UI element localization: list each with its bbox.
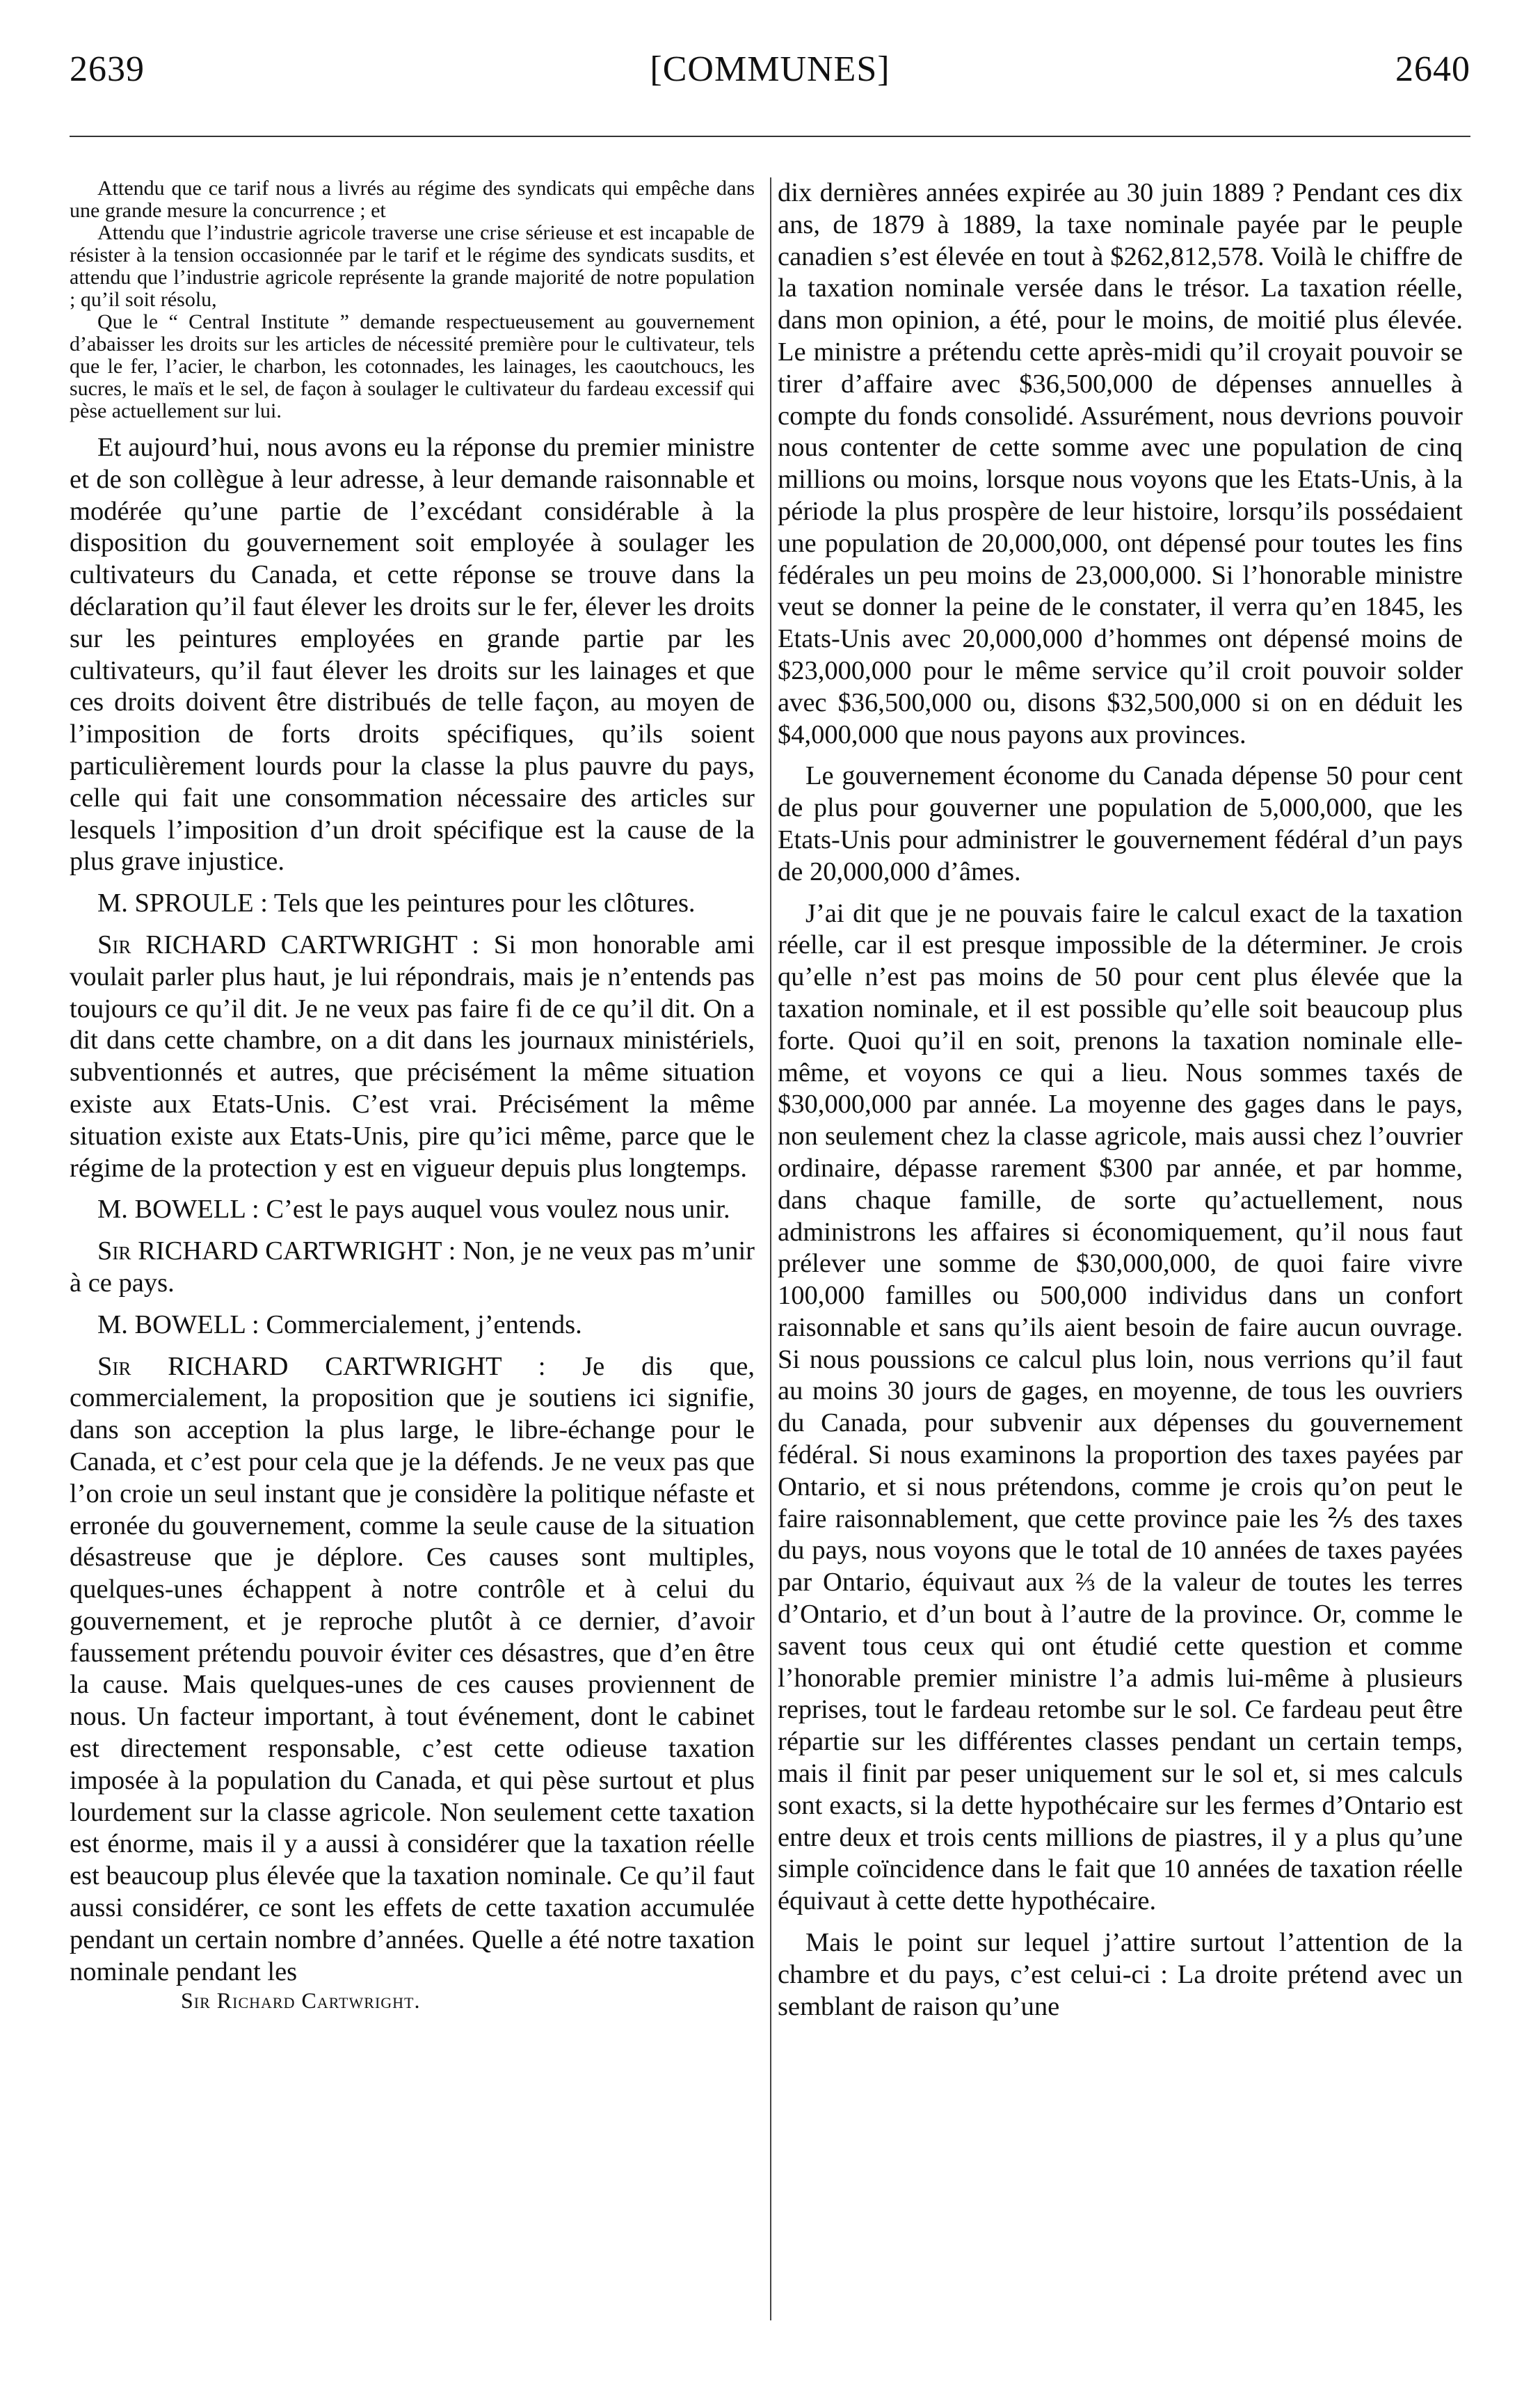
column-divider bbox=[770, 177, 771, 2320]
speaker-name: M. SPROULE : bbox=[97, 888, 268, 918]
speaker-name: Sir RICHARD CARTWRIGHT : bbox=[97, 930, 479, 959]
paragraph: Et aujourd’hui, nous avons eu la réponse du premier ministre et de son collègue à leur adresse, à leur demande raisonnable et modérée qu’une partie de l’excédant considérable à la disposition du gouvernement soit employée à soulager les cultivateurs du Canada, et cette réponse se trouve dans la déclaration qu’il faut élever les droits sur le fer, élever les droits sur les peintures employées en grande partie par les cultivateurs, qu’il faut élever les droits sur les lainages et que ces droits doivent être distribués de telle façon, au moyen de l’imposition de forts droits spécifiques, qu’ils soient particulièrement lourds pour la classe la plus pauvre du pays, celle qui fait une consommation nécessaire des articles sur lesquels l’imposition d’un droit spécifique est la cause de la plus grave injustice. bbox=[70, 433, 755, 877]
speech-cartwright bbox=[70, 1236, 755, 1300]
right-column bbox=[778, 177, 1463, 2032]
paragraph: Mais le point sur lequel j’attire surtout l’attention de la chambre et du pays, c’est celui-ci : La droite prétend avec un semblant de raison qu’une bbox=[778, 1928, 1463, 2021]
speaker-name: M. BOWELL : bbox=[97, 1309, 259, 1339]
resolution-clause: Que le “ Central Institute ” demande respectueusement au gouvernement d’abaisser les droits sur les articles de nécessité première pour le cultivateur, tels que le fer, l’acier, le charbon, les cotonnades, les lainages, les caoutchoucs, les sucres, le maïs et le sel, de façon à soulager le cultivateur du fardeau excessif qui pèse actuellement sur lui. bbox=[70, 310, 755, 422]
speaker-name: Sir RICHARD CARTWRIGHT : bbox=[97, 1236, 456, 1266]
paragraph: J’ai dit que je ne pouvais faire le calcul exact de la taxation réelle, car il est presque impossible de la déterminer. Je crois qu’elle n’est pas moins de 50 pour cent plus élevée que la taxation nominale, et il est possible qu’elle soit beaucoup plus forte. Quoi qu’il en soit, prenons la taxation nominale elle-même, et voyons ce qui a lieu. Nous sommes taxés de $30,000,000 par année. La moyenne des gages dans le pays, non seulement chez la classe agricole, mais aussi chez l’ouvrier ordinaire, dépasse rarement $300 par année, et par homme, dans chaque famille, de sorte qu’actuellement, nous administrons les affaires si économiquement, qu’il nous faut prélever une somme de $30,000,000, de quoi faire vivre 100,000 familles ou 500,000 individus dans un confort raisonnable et sans qu’ils aient besoin de faire aucun ouvrage. Si nous poussions ce calcul plus loin, nous verrions qu’il faut au moins 30 jours de gages, en moyenne, de tous les ouvriers du Canada, pour subvenir aux dépenses du gouvernement fédéral. Si nous examinons la proportion des taxes payées par Ontario, et si nous prétendons, comme je crois qu’on peut le faire raisonnablement, que cette province paie les ⅖ des taxes du pays, nous voyons que le total de 10 années de taxes payées par Ontario, équivaut aux ⅔ de la valeur de toutes les terres d’Ontario, et d’un bout à l’autre de la province. Or, comme le savent tous ceux qui ont étudié cette question et comme l’honorable premier ministre l’a admis lui-même à plusieurs reprises, tout le fardeau retombe sur le sol. Ce fardeau peut être répartie sur les différentes classes pendant un certain temps, mais il finit par peser uniquement sur le sol et, si mes calculs sont exacts, si la dette hypothécaire sur les fermes d’Ontario est entre deux et trois cents millions de piastres, il y a plus qu’une simple coïncidence dans le fait que 10 années de taxation réelle équivaut à cette dette hypothécaire. bbox=[778, 898, 1463, 1916]
page-header bbox=[0, 49, 1540, 104]
speech-bowell bbox=[70, 1194, 755, 1226]
header-rule bbox=[70, 136, 1470, 137]
speech-cartwright bbox=[70, 930, 755, 1184]
quoted-resolution bbox=[70, 177, 755, 422]
speech-text: Non, je ne veux pas m’unir à ce pays. bbox=[70, 1236, 755, 1298]
paragraph: Le gouvernement économe du Canada dépense 50 pour cent de plus pour gouverner une population de 5,000,000, que les Etats-Unis pour administrer le gouvernement fédéral d’un pays de 20,000,000 d’âmes. bbox=[778, 761, 1463, 886]
speaker-name: Sir RICHARD CARTWRIGHT : bbox=[97, 1351, 546, 1381]
speaker-signature: Sir Richard Cartwright. bbox=[181, 1988, 421, 2014]
resolution-clause: Attendu que ce tarif nous a livrés au régime des syndicats qui empêche dans une grande mesure la concurrence ; et bbox=[70, 177, 755, 222]
speech-sproule bbox=[70, 888, 755, 920]
speech-text: C’est le pays auquel vous voulez nous unir. bbox=[266, 1195, 730, 1225]
running-title: [COMMUNES] bbox=[650, 49, 890, 89]
speech-cartwright bbox=[70, 1351, 755, 1989]
left-column bbox=[70, 177, 755, 2036]
speech-text: Tels que les peintures pour les clôtures. bbox=[273, 888, 696, 918]
speaker-name: M. BOWELL : bbox=[97, 1195, 259, 1225]
speech-bowell bbox=[70, 1309, 755, 1341]
page-number-left: 2639 bbox=[70, 49, 145, 89]
paragraph: dix dernières années expirée au 30 juin 1889 ? Pendant ces dix ans, de 1879 à 1889, la taxe nominale payée par le peuple canadien s’est élevée en tout à $262,812,578. Voilà le chiffre de la taxation nominale versée dans le trésor. La taxation réelle, dans mon opinion, a été, pour le moins, de moitié plus élevée. Le ministre a prétendu cette après-midi qu’il croyait pouvoir se tirer d’affaire avec $36,500,000 de dépenses annuelles à compte du fonds consolidé. Assurément, nous devrions pouvoir nous contenter de cette somme avec une population de cinq millions ou moins, lorsque nous voyons que les Etats-Unis, à la période la plus prospère de leur histoire, lorsqu’ils possédaient une population de 20,000,000, ont dépensé pour toutes les fins fédérales un peu moins de 23,000,000. Si l’honorable ministre veut se donner la peine de le constater, il verra qu’en 1845, les Etats-Unis avec 20,000,000 d’hommes ont dépensé moins de $23,000,000 pour le même service qu’il croit pouvoir solder avec $36,500,000 ou, disons $32,500,000 si on en déduit les $4,000,000 que nous payons aux provinces. bbox=[778, 178, 1463, 749]
page-number-right: 2640 bbox=[1395, 49, 1470, 89]
resolution-clause: Attendu que l’industrie agricole traverse une crise sérieuse et est incapable de résister à la tension occasionnée par le tarif et le régime des syndicats susdits, et attendu que l’industrie agricole représente la grande majorité de notre population ; qu’il soit résolu, bbox=[70, 221, 755, 311]
speech-text: Je dis que, commercialement, la proposition que je soutiens ici signifie, dans son acception la plus large, le libre-échange pour le Canada, et c’est pour cela que je la défends. Je ne veux pas que l’on croie un seul instant que je considère la politique néfaste et erronée du gouvernement, comme la seule cause de la situation désastreuse que je déplore. Ces causes sont multiples, quelques-unes échappent à notre contrôle et à celui du gouvernement, et je reproche plutôt à ce dernier, d’avoir faussement prétendu pouvoir éviter ces désastres, que d’en être la cause. Mais quelques-unes de ces causes proviennent de nous. Un facteur important, à tout événement, dont le cabinet est directement responsable, c’est cette odieuse taxation imposée à la population du Canada, et qui pèse surtout et plus lourdement sur la classe agricole. Non seulement cette taxation est énorme, mais il y a aussi à considérer que la taxation réelle est beaucoup plus élevée que la taxation nominale. Ce qu’il faut aussi considérer, ce sont les effets de cette taxation accumulée pendant un certain nombre d’années. Quelle a été notre taxation nominale pendant les bbox=[70, 1351, 755, 1986]
speech-text: Commercialement, j’entends. bbox=[266, 1309, 582, 1339]
speech-text: Si mon honorable ami voulait parler plus haut, je lui répondrais, mais je n’entends pas toujours ce qu’il dit. Je ne veux pas faire fi de ce qu’il dit. On a dit dans cette chambre, on a dit dans les journaux ministériels, subventionnés et autres, que précisément la même situation existe aux Etats-Unis. C’est vrai. Précisément la même situation existe aux Etats-Unis, pire qu’ici même, parce que le régime de la protection y est en vigueur depuis plus longtemps. bbox=[70, 930, 755, 1183]
